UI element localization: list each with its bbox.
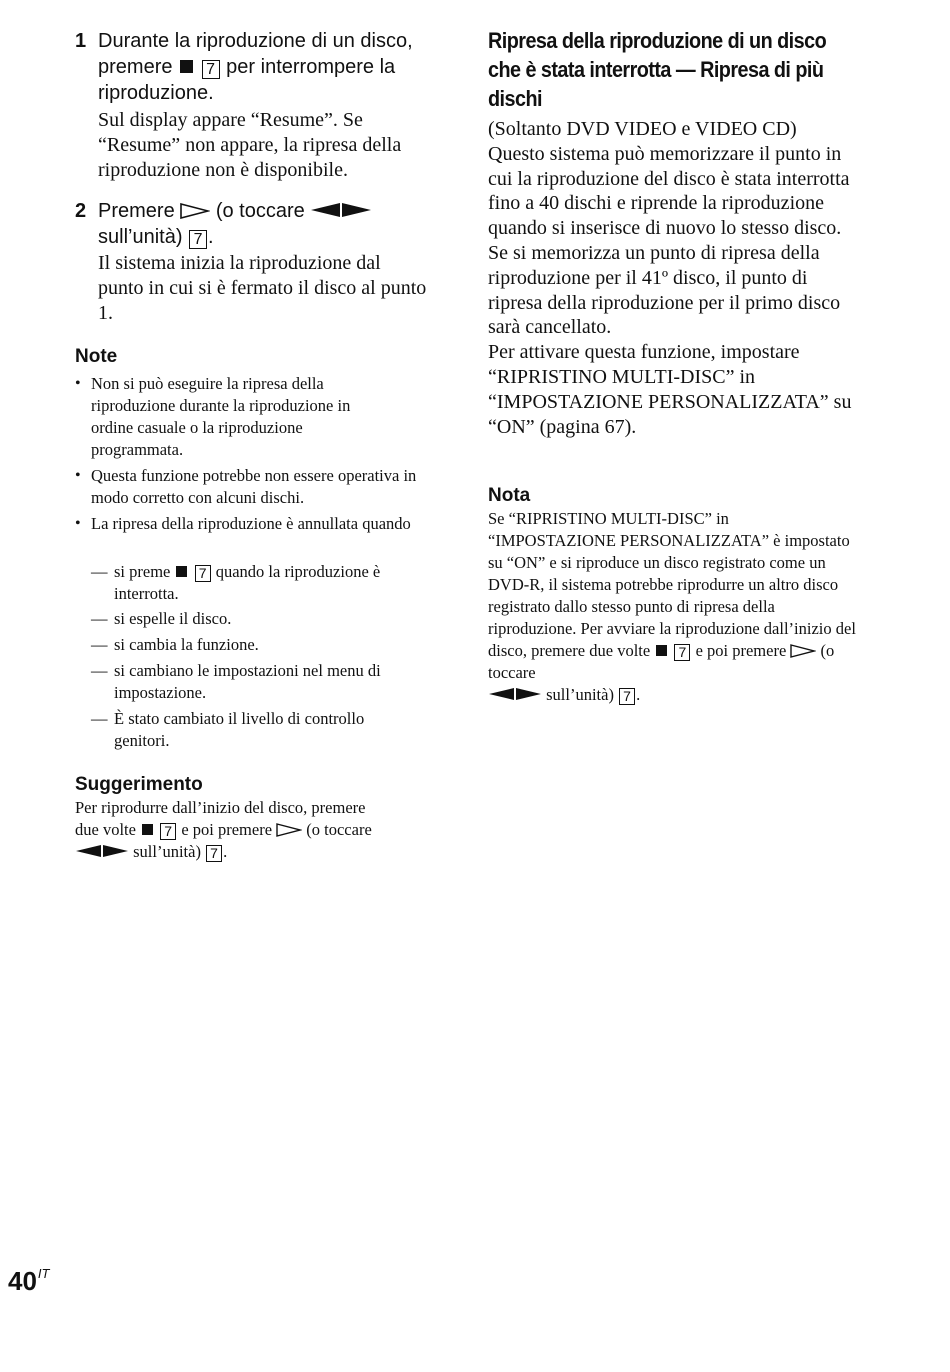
nota-text: (o toccare [488, 641, 835, 682]
language-code: IT [37, 1266, 50, 1281]
tip-line [75, 841, 447, 863]
note-dash-item [91, 708, 447, 752]
step-text: (o toccare [215, 200, 305, 222]
dash-mark: — [91, 635, 108, 654]
bullet-text: La ripresa della riproduzione è annullata quando [91, 514, 411, 533]
play-outline-triangle-icon [276, 823, 302, 837]
nota-text: sull’unità) [546, 685, 614, 704]
step-body [98, 28, 447, 183]
note-dash-item [91, 660, 447, 704]
nota-line [488, 684, 856, 706]
body-paragraph: Per attivare questa funzione, impostare “RIPRISTINO MULTI-DISC” in “IMPOSTAZIONE PERSONALIZZATA” su “ON” (pagina 67). [488, 341, 852, 438]
step-description: Il sistema inizia la riproduzione dal punto in cui si è fermato il disco al punto 1. [98, 252, 427, 324]
tip-body [75, 797, 447, 863]
stop-square-icon [180, 60, 193, 73]
tip-line [75, 819, 447, 841]
stop-square-icon [176, 566, 187, 577]
step-text: per interrompere la [226, 56, 396, 78]
step-instruction-line [98, 54, 447, 80]
callout-ref-box: 7 [674, 644, 690, 661]
callout-ref-box: 7 [160, 823, 176, 840]
stop-square-icon [656, 645, 667, 656]
dash-text: È stato cambiato il livello di controllo genitori. [114, 709, 365, 750]
callout-ref-box: 7 [202, 60, 220, 79]
callout-ref-box: 7 [619, 688, 635, 705]
tip-text: sull’unità) [133, 842, 201, 861]
step-instruction-line: Durante la riproduzione di un disco, [98, 30, 413, 52]
note-bullet [75, 373, 447, 461]
tip-text: . [223, 842, 228, 861]
dash-text-part: quando la riproduzione è interrotta. [114, 562, 381, 603]
stop-square-icon [142, 824, 153, 835]
bullet-text: Questa funzione potrebbe non essere operativa in modo corretto con alcuni dischi. [91, 466, 417, 507]
tip-text: (o toccare [306, 820, 372, 839]
step-description: Sul display appare “Resume”. Se “Resume” non appare, la ripresa della riproduzione non è disponibile. [98, 109, 402, 181]
tip-text: e poi premere [181, 820, 273, 839]
nota-text: . [636, 685, 641, 704]
dash-text [114, 561, 434, 605]
note-bullet [75, 513, 447, 535]
step-number: 1 [75, 30, 87, 52]
bullet-text: Non si può eseguire la ripresa della riproduzione durante la riproduzione in ordine casuale o la riproduzione programmata. [91, 374, 351, 459]
dash-text: si espelle il disco. [114, 609, 232, 628]
nota-text: Se “RIPRISTINO MULTI-DISC” in “IMPOSTAZIONE PERSONALIZZATA” è impostato su “ON” e si riproduce un disco registrato come un DVD-R, il sistema potrebbe riprodurre un altro disco registrato dallo stesso punto di ripresa della riproduzione. Per avviare la riproduzione dall’inizio del disco, premere due volte [488, 509, 856, 660]
tip-heading: Suggerimento [75, 774, 203, 795]
play-outline-triangle-icon [180, 203, 210, 219]
step-body [98, 198, 447, 326]
step-text: sull’unità) [98, 226, 183, 248]
note-bullet [75, 465, 447, 509]
step-1 [75, 28, 447, 183]
nota-text: e poi premere [695, 641, 787, 660]
tip-text: due volte [75, 820, 136, 839]
dash-text-part: si preme [114, 562, 171, 581]
step-text: . [208, 226, 214, 248]
callout-ref-box: 7 [189, 230, 207, 249]
bullet-dot-icon: • [75, 515, 81, 532]
step-instruction-line: riproduzione. [98, 82, 214, 104]
body-paragraph: (Soltanto DVD VIDEO e VIDEO CD) Questo sistema può memorizzare il punto in cui la riproduzione del disco è stata interrotta fino a 40 dischi e riprende la riproduzione quando si inserisce di nuovo lo stesso disco. Se si memorizza un punto di ripresa della riproduzione per il 41º disco, il punto di ripresa della riproduzione per il primo disco sarà cancellato. [488, 118, 850, 339]
note-dash-item [91, 634, 447, 656]
play-outline-triangle-icon [790, 644, 816, 658]
step-number: 2 [75, 200, 87, 222]
dash-mark: — [91, 709, 108, 728]
left-right-triangles-icon [488, 687, 542, 701]
dash-text: si cambiano le impostazioni nel menu di impostazione. [114, 661, 381, 702]
tip-line: Per riprodurre dall’inizio del disco, premere [75, 798, 366, 817]
bullet-dot-icon: • [75, 467, 81, 484]
dash-mark: — [91, 661, 108, 680]
section-title: Ripresa della riproduzione di un disco che è stata interrotta — Ripresa di più dischi [488, 28, 827, 111]
left-right-triangles-icon [310, 202, 372, 218]
step-text: premere [98, 56, 173, 78]
nota-body [488, 508, 856, 706]
step-instruction-line [98, 224, 447, 250]
note-dash-item [91, 561, 447, 605]
page-number-value: 40 [8, 1266, 37, 1296]
callout-ref-box: 7 [206, 845, 222, 862]
left-right-triangles-icon [75, 844, 129, 858]
page-number [8, 1259, 49, 1296]
callout-ref-box: 7 [195, 565, 211, 582]
note-heading: Note [75, 346, 118, 367]
dash-text: si cambia la funzione. [114, 635, 259, 654]
step-instruction-line [98, 198, 447, 224]
dash-mark: — [91, 609, 108, 628]
bullet-dot-icon: • [75, 375, 81, 392]
dash-mark: — [91, 562, 108, 581]
section-body [488, 117, 856, 439]
note-dash-item [91, 608, 447, 630]
step-text: Premere [98, 200, 175, 222]
step-2 [75, 198, 447, 326]
nota-heading: Nota [488, 485, 531, 506]
